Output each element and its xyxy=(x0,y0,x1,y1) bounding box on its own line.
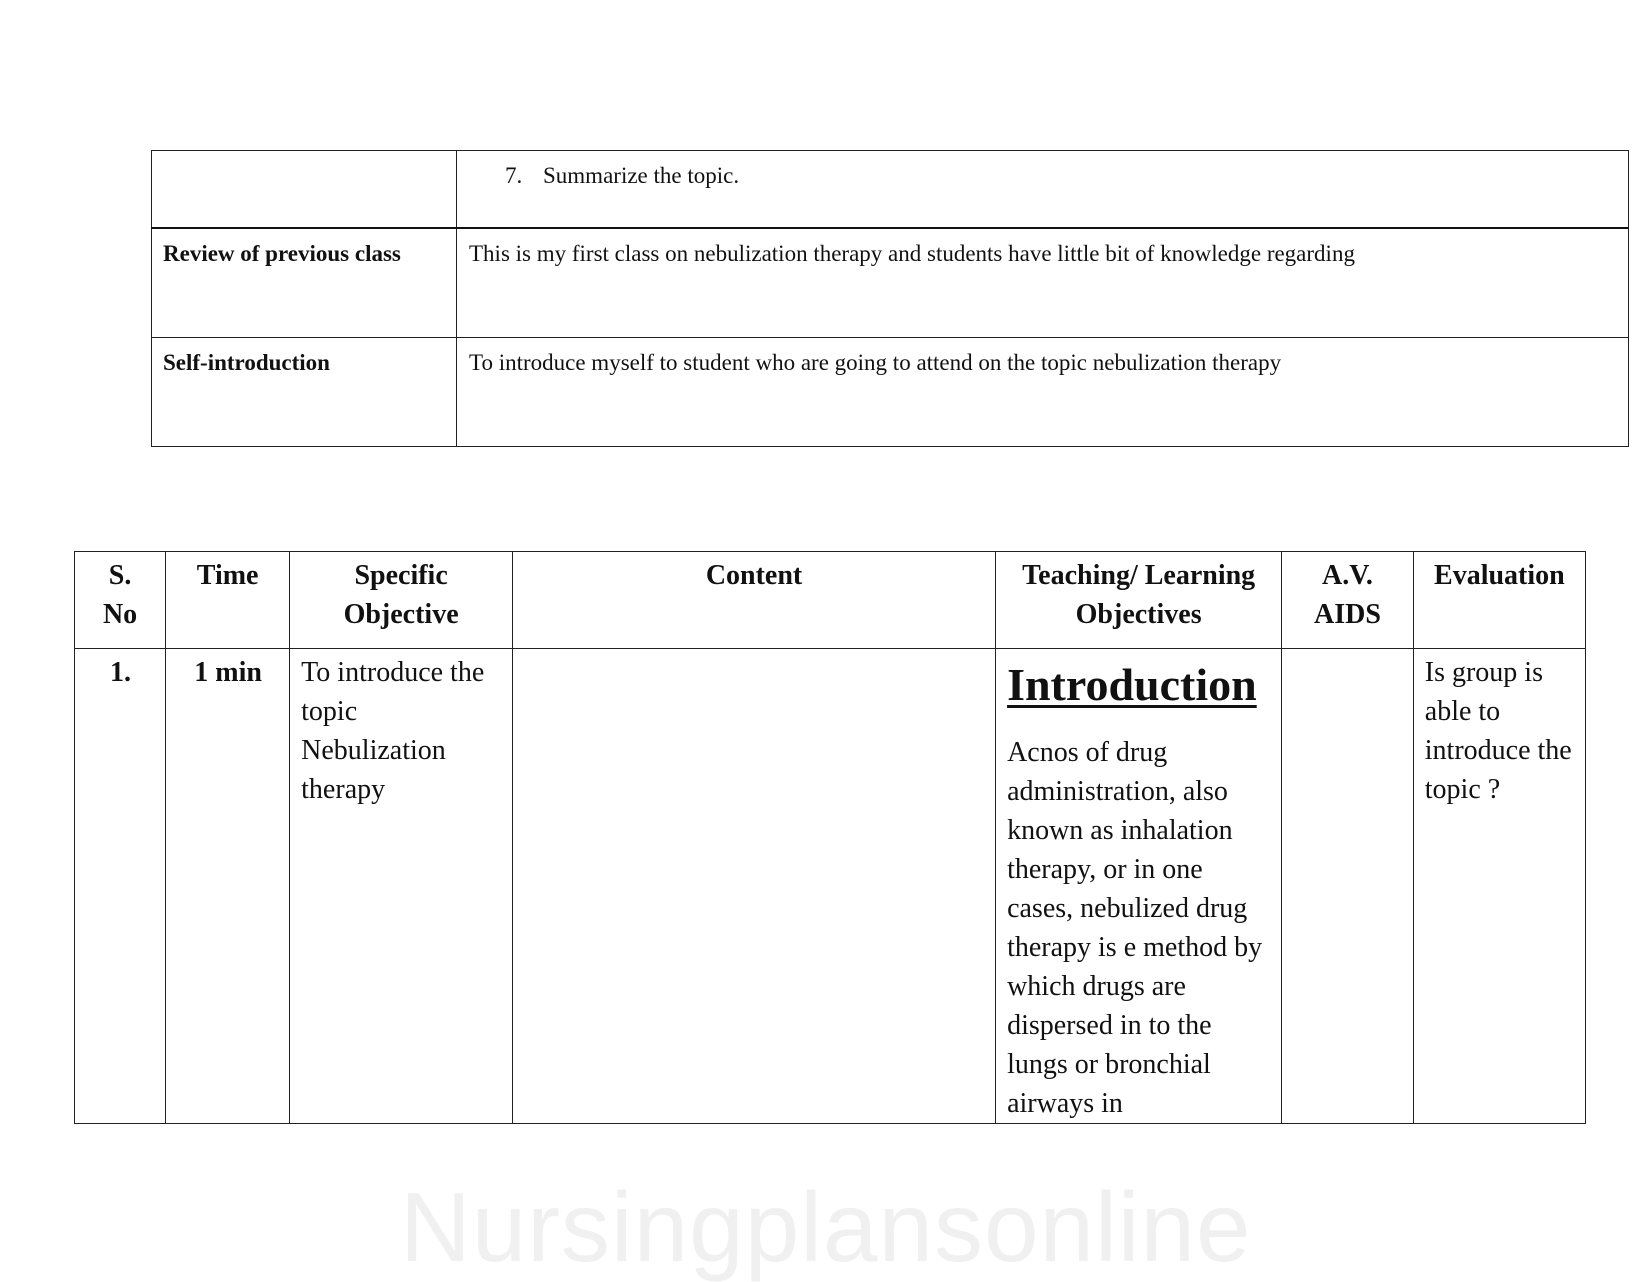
header-sno-line1: S. xyxy=(108,560,132,591)
cell-content xyxy=(513,649,996,1124)
header-content: Content xyxy=(513,552,996,649)
header-specific-line2: Objective xyxy=(343,599,459,630)
table-row xyxy=(75,649,1586,1124)
summary-cell xyxy=(457,151,1629,229)
header-specific-line1: Specific xyxy=(354,560,448,591)
cell-evaluation: Is group is able to introduce the topic ? xyxy=(1413,649,1585,1124)
header-row xyxy=(75,552,1586,649)
watermark: Nursingplansonline xyxy=(400,1172,1252,1282)
header-specific-objective xyxy=(290,552,513,649)
item-text: Summarize the topic. xyxy=(543,163,740,188)
header-tl-line1: Teaching/ Learning xyxy=(1022,560,1256,591)
cell-sno: 1. xyxy=(75,649,166,1124)
table-row xyxy=(152,228,1629,338)
top-info-table xyxy=(151,150,1629,447)
cell-specific-objective: To introduce the topic Nebulization therapy xyxy=(290,649,513,1124)
numbered-item xyxy=(469,161,1616,191)
table-row xyxy=(152,338,1629,447)
header-sno-line2: No xyxy=(102,599,138,630)
cell-time: 1 min xyxy=(166,649,290,1124)
cell-teaching-learning xyxy=(996,649,1282,1124)
self-intro-text: To introduce myself to student who are going to attend on the topic nebulization therapy xyxy=(457,338,1629,447)
header-av-aids xyxy=(1282,552,1414,649)
lesson-plan-table xyxy=(74,551,1586,1124)
header-av-line2: AIDS xyxy=(1314,599,1381,630)
cell-av-aids xyxy=(1282,649,1414,1124)
header-tl-line2: Objectives xyxy=(1075,599,1202,630)
header-time: Time xyxy=(166,552,290,649)
review-text: This is my first class on nebulization therapy and students have little bit of knowledge regarding xyxy=(457,228,1629,338)
introduction-text: Acnos of drug administration, also known as inhalation therapy, or in one cases, nebulized drug therapy is e method by which drugs are dispersed in to the lungs or bronchial airways in xyxy=(1007,737,1263,1119)
self-intro-label: Self-introduction xyxy=(152,338,457,447)
header-sno xyxy=(75,552,166,649)
header-evaluation: Evaluation xyxy=(1413,552,1585,649)
header-av-line1: A.V. xyxy=(1322,560,1373,591)
header-teaching-learning xyxy=(996,552,1282,649)
introduction-heading: Introduction xyxy=(1007,659,1257,710)
empty-label-cell xyxy=(152,151,457,229)
review-label: Review of previous class xyxy=(152,228,457,338)
table-row xyxy=(152,151,1629,229)
item-number: 7. xyxy=(505,163,523,188)
